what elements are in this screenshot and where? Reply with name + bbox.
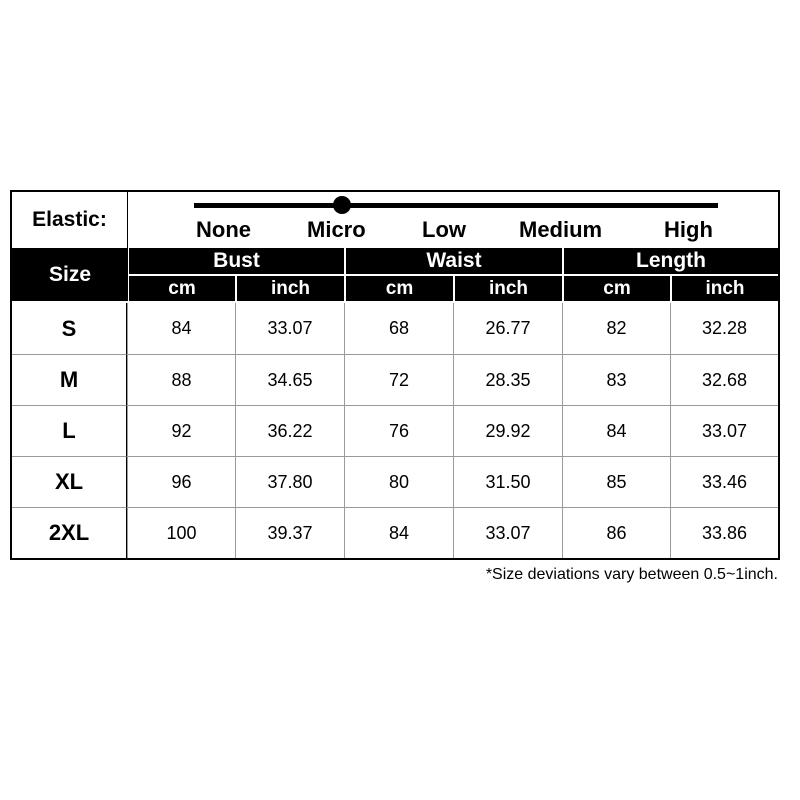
elastic-level-high: High xyxy=(664,217,713,242)
length-header: Length xyxy=(564,248,778,274)
elastic-label: Elastic: xyxy=(12,192,128,248)
size-header: Size xyxy=(12,248,128,301)
elastic-level-micro: Micro xyxy=(307,217,366,242)
unit-header-bust-cm: cm xyxy=(129,276,235,301)
unit-header-waist-cm: cm xyxy=(346,276,453,301)
unit-header-waist-inch: inch xyxy=(455,276,562,301)
unit-header-bust-inch: inch xyxy=(237,276,344,301)
table-cell: 29.92 xyxy=(453,405,562,456)
size-cell: S xyxy=(12,303,127,354)
table-cell: 82 xyxy=(562,303,670,354)
size-cell: L xyxy=(12,405,127,456)
unit-header-length-inch: inch xyxy=(672,276,778,301)
table-cell: 32.28 xyxy=(670,303,778,354)
table-cell: 68 xyxy=(344,303,453,354)
table-cell: 80 xyxy=(344,456,453,507)
table-cell: 31.50 xyxy=(453,456,562,507)
table-cell: 37.80 xyxy=(235,456,344,507)
table-cell: 72 xyxy=(344,354,453,405)
table-cell: 83 xyxy=(562,354,670,405)
table-cell: 96 xyxy=(127,456,235,507)
elastic-level-medium: Medium xyxy=(519,217,603,242)
table-cell: 39.37 xyxy=(235,507,344,558)
size-table-body xyxy=(12,303,778,558)
waist-header: Waist xyxy=(346,248,562,274)
size-cell: 2XL xyxy=(12,507,127,558)
size-cell: XL xyxy=(12,456,127,507)
size-cell: M xyxy=(12,354,127,405)
table-cell: 32.68 xyxy=(670,354,778,405)
unit-header-length-cm: cm xyxy=(564,276,670,301)
size-deviation-note: *Size deviations vary between 0.5~1inch. xyxy=(485,566,778,583)
table-cell: 86 xyxy=(562,507,670,558)
table-cell: 36.22 xyxy=(235,405,344,456)
table-cell: 85 xyxy=(562,456,670,507)
table-cell: 34.65 xyxy=(235,354,344,405)
table-cell: 88 xyxy=(127,354,235,405)
table-cell: 33.07 xyxy=(670,405,778,456)
table-cell: 33.46 xyxy=(670,456,778,507)
table-cell: 33.07 xyxy=(453,507,562,558)
table-cell: 100 xyxy=(127,507,235,558)
table-cell: 84 xyxy=(127,303,235,354)
elastic-indicator-dot xyxy=(333,196,351,214)
elastic-scale-line xyxy=(194,203,718,208)
table-cell: 26.77 xyxy=(453,303,562,354)
elastic-level-low: Low xyxy=(422,217,466,242)
table-cell: 84 xyxy=(562,405,670,456)
elastic-level-none: None xyxy=(196,217,251,242)
table-cell: 76 xyxy=(344,405,453,456)
bust-header: Bust xyxy=(129,248,344,274)
table-cell: 84 xyxy=(344,507,453,558)
table-cell: 33.86 xyxy=(670,507,778,558)
table-cell: 28.35 xyxy=(453,354,562,405)
size-chart xyxy=(10,190,780,560)
table-cell: 92 xyxy=(127,405,235,456)
table-cell: 33.07 xyxy=(235,303,344,354)
